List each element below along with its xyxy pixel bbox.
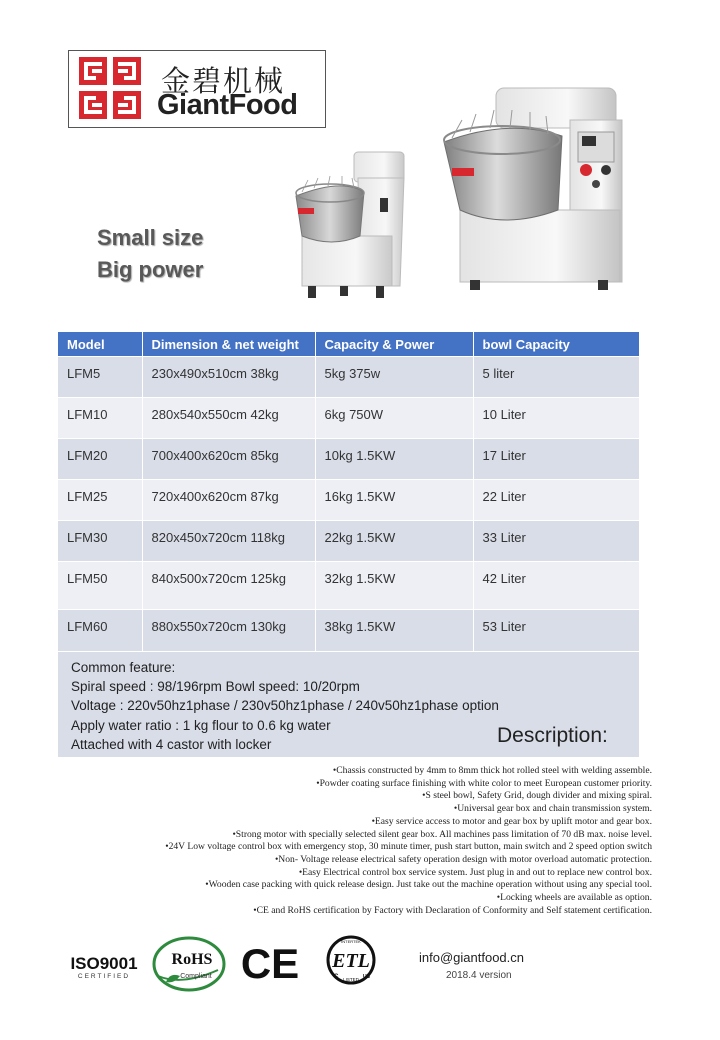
list-item: •Easy service access to motor and gear box by uplift motor and gear box. bbox=[371, 815, 652, 827]
cell-capacity: 38kg 1.5KW bbox=[315, 610, 473, 651]
iso-sub-label: CERTIFIED bbox=[77, 973, 131, 980]
brand-name-en: GiantFood bbox=[157, 89, 298, 121]
etl-left-label: C bbox=[334, 974, 339, 980]
brand-name-cn: 金碧机械 bbox=[161, 64, 286, 98]
list-item: •Non- Voltage release electrical safety operation design with motor overload automatic protection. bbox=[274, 853, 652, 865]
cell-bowl: 22 Liter bbox=[473, 480, 639, 521]
cell-bowl: 42 Liter bbox=[473, 562, 639, 610]
cell-bowl: 5 liter bbox=[473, 357, 639, 398]
etl-label: ETL bbox=[332, 950, 370, 972]
rohs-sub-label: Compliant bbox=[180, 973, 212, 980]
cell-model: LFM5 bbox=[58, 357, 142, 398]
header-model: Model bbox=[58, 332, 142, 357]
small-mixer-image bbox=[288, 148, 410, 300]
table-row bbox=[58, 357, 639, 398]
brand-mark-icon bbox=[79, 57, 141, 119]
list-item: •Locking wheels are available as option. bbox=[496, 892, 652, 904]
cell-dimension: 700x400x620cm 85kg bbox=[142, 439, 315, 480]
etl-right-label: US bbox=[363, 974, 370, 980]
list-item: •Chassis constructed by 4mm to 8mm thick hot rolled steel with welding assemble. bbox=[332, 765, 652, 776]
cell-capacity: 10kg 1.5KW bbox=[315, 439, 473, 480]
slogan-line-2: Big power bbox=[97, 257, 204, 282]
list-item: •CE and RoHS certification by Factory with Declaration of Conformity and Self statement certification. bbox=[253, 904, 652, 916]
cell-model: LFM10 bbox=[58, 398, 142, 439]
rohs-icon bbox=[152, 936, 226, 992]
cell-model: LFM60 bbox=[58, 610, 142, 651]
cell-dimension: 720x400x620cm 87kg bbox=[142, 480, 315, 521]
list-item: •24V Low voltage control box with emergency stop, 30 minute timer, push start button, main switch and 2 speed option switch bbox=[165, 841, 652, 853]
etl-listed-icon bbox=[326, 934, 376, 986]
list-item: •Easy Electrical control box service system. Just plug in and out to replace new control box. bbox=[298, 866, 652, 878]
cell-model: LFM50 bbox=[58, 562, 142, 610]
cell-dimension: 840x500x720cm 125kg bbox=[142, 562, 315, 610]
header-bowl-capacity: bowl Capacity bbox=[473, 332, 639, 357]
etl-top-label: INTERTEK bbox=[341, 939, 361, 944]
list-item: •Powder coating surface finishing with white color to meet European customer priority. bbox=[316, 777, 652, 789]
description-title: Description: bbox=[497, 724, 608, 747]
castor-text: Attached with 4 castor with locker bbox=[71, 736, 272, 752]
table-row bbox=[58, 439, 639, 480]
common-feature-title: Common feature: bbox=[71, 660, 176, 675]
table-row bbox=[58, 562, 639, 610]
brand-logo bbox=[68, 50, 326, 128]
cell-capacity: 6kg 750W bbox=[315, 398, 473, 439]
cell-bowl: 17 Liter bbox=[473, 439, 639, 480]
spec-table bbox=[58, 332, 640, 651]
cell-capacity: 22kg 1.5KW bbox=[315, 521, 473, 562]
cell-bowl: 53 Liter bbox=[473, 610, 639, 651]
cell-dimension: 230x490x510cm 38kg bbox=[142, 357, 315, 398]
water-ratio-text: Apply water ratio : 1 kg flour to 0.6 kg water bbox=[71, 717, 331, 733]
list-item: •Wooden case packing with quick release design. Just take out the machine operation without using any special tool. bbox=[205, 879, 652, 891]
voltage-text: Voltage : 220v50hz1phase / 230v50hz1phase / 240v50hz1phase option bbox=[71, 698, 499, 714]
spiral-speed-text: Spiral speed : 98/196rpm Bowl speed: 10/20rpm bbox=[71, 679, 360, 695]
table-row bbox=[58, 398, 639, 439]
ce-mark-icon bbox=[240, 940, 300, 987]
iso-label: ISO9001 bbox=[70, 954, 138, 973]
iso9001-icon bbox=[66, 950, 142, 980]
cell-model: LFM30 bbox=[58, 521, 142, 562]
cell-dimension: 820x450x720cm 118kg bbox=[142, 521, 315, 562]
cell-bowl: 10 Liter bbox=[473, 398, 639, 439]
ce-label: CE bbox=[240, 940, 300, 987]
slogan bbox=[97, 222, 203, 286]
table-header-row bbox=[58, 332, 639, 357]
version-label: 2018.4 version bbox=[446, 970, 512, 981]
slogan-line-1: Small size bbox=[97, 225, 204, 250]
table-row bbox=[58, 480, 639, 521]
header-capacity-power: Capacity & Power bbox=[315, 332, 473, 357]
cell-dimension: 880x550x720cm 130kg bbox=[142, 610, 315, 651]
etl-bottom-label: LISTED bbox=[343, 977, 359, 982]
cell-capacity: 16kg 1.5KW bbox=[315, 480, 473, 521]
rohs-label: RoHS bbox=[171, 951, 213, 968]
cell-capacity: 5kg 375w bbox=[315, 357, 473, 398]
table-row bbox=[58, 610, 639, 651]
cell-capacity: 32kg 1.5KW bbox=[315, 562, 473, 610]
description-list bbox=[165, 765, 652, 917]
list-item: •Strong motor with specially selected silent gear box. All machines pass limitation of 70 dB max. noise level. bbox=[232, 828, 652, 840]
cell-model: LFM25 bbox=[58, 480, 142, 521]
cell-dimension: 280x540x550cm 42kg bbox=[142, 398, 315, 439]
large-mixer-image bbox=[438, 80, 638, 292]
list-item: •Universal gear box and chain transmission system. bbox=[453, 803, 652, 815]
cell-model: LFM20 bbox=[58, 439, 142, 480]
contact-email[interactable]: info@giantfood.cn bbox=[419, 950, 524, 965]
table-row bbox=[58, 521, 639, 562]
cell-bowl: 33 Liter bbox=[473, 521, 639, 562]
list-item: •S steel bowl, Safety Grid, dough divider and mixing spiral. bbox=[422, 790, 652, 802]
header-dimension: Dimension & net weight bbox=[142, 332, 315, 357]
